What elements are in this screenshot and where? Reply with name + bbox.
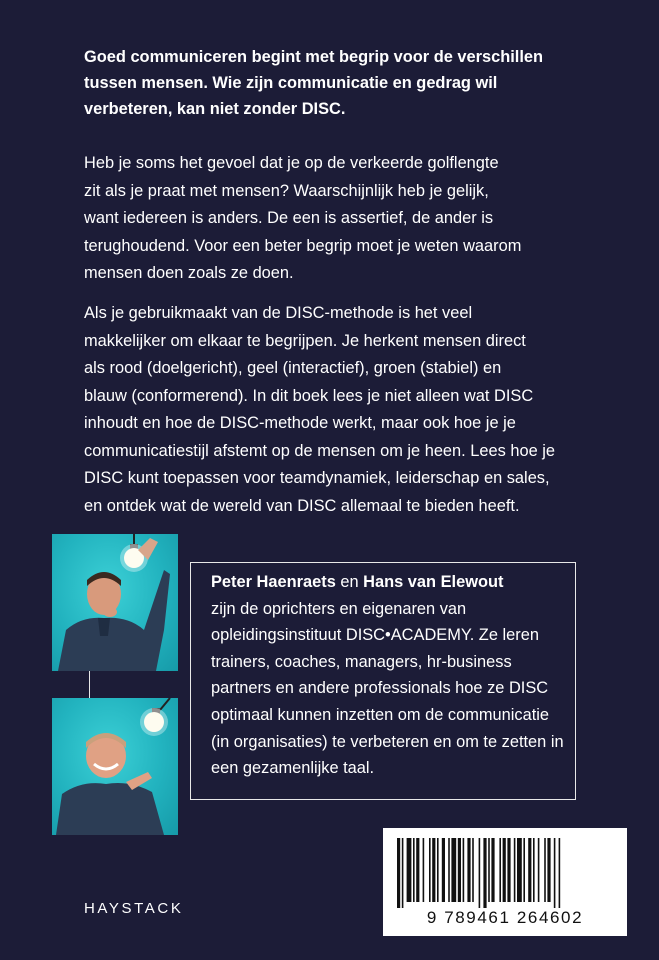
publisher-logo: HAYSTACK (84, 900, 184, 917)
barcode-bars (383, 828, 627, 908)
author-name-1: Peter Haenraets (211, 573, 336, 591)
author-photo-peter (52, 534, 178, 671)
isbn-number: 9 789461 264602 (426, 908, 584, 927)
author-bio: zijn de oprichters en eigenaren van opleidingsinstituut DISC•ACADEMY. Ze leren trainers, coaches, managers, hr-business partners en andere professionals hoe ze DISC optimaal kunnen inzetten om de communicatie (in organisaties) te verbeteren en om te zetten in een gezamenlijke taal. (211, 599, 564, 778)
description-paragraph-2: Als je gebruikmaakt van de DISC-methode is het veel makkelijker om elkaar te begrijpen. Je herkent mensen direct als rood (doelgericht), geel (interactief), groen (stabiel) en blauw (conformerend). In dit boek lees je niet alleen wat DISC inhoudt en hoe de DISC-methode werkt, maar ook hoe je je communicatiestijl afstemt op de mensen om je heen. Lees hoe je DISC kunt toepassen voor teamdynamiek, leiderschap en sales, en ontdek wat de wereld van DISC allemaal te bieden heeft. (84, 304, 556, 515)
photo-connector-line (89, 671, 90, 698)
author-bio-box (190, 562, 576, 800)
author-name-connector: en (335, 573, 364, 591)
intro-statement: Goed communiceren begint met begrip voor de verschillen tussen mensen. Wie zijn communicatie en gedrag wil verbeteren, kan niet zonder DISC. (84, 48, 544, 118)
author-photo-hans (52, 698, 178, 835)
isbn-barcode (383, 828, 627, 936)
description-paragraph-1: Heb je soms het gevoel dat je op de verkeerde golflengte zit als je praat met mensen? Waarschijnlijk heb je gelijk, want iedereen is anders. De een is assertief, de ander is terughoudend. Voor een beter begrip moet je weten waarom mensen doen zoals ze doen. (84, 154, 522, 282)
author-name-2: Hans van Elewout (363, 573, 504, 591)
author-bio-text (211, 569, 571, 782)
